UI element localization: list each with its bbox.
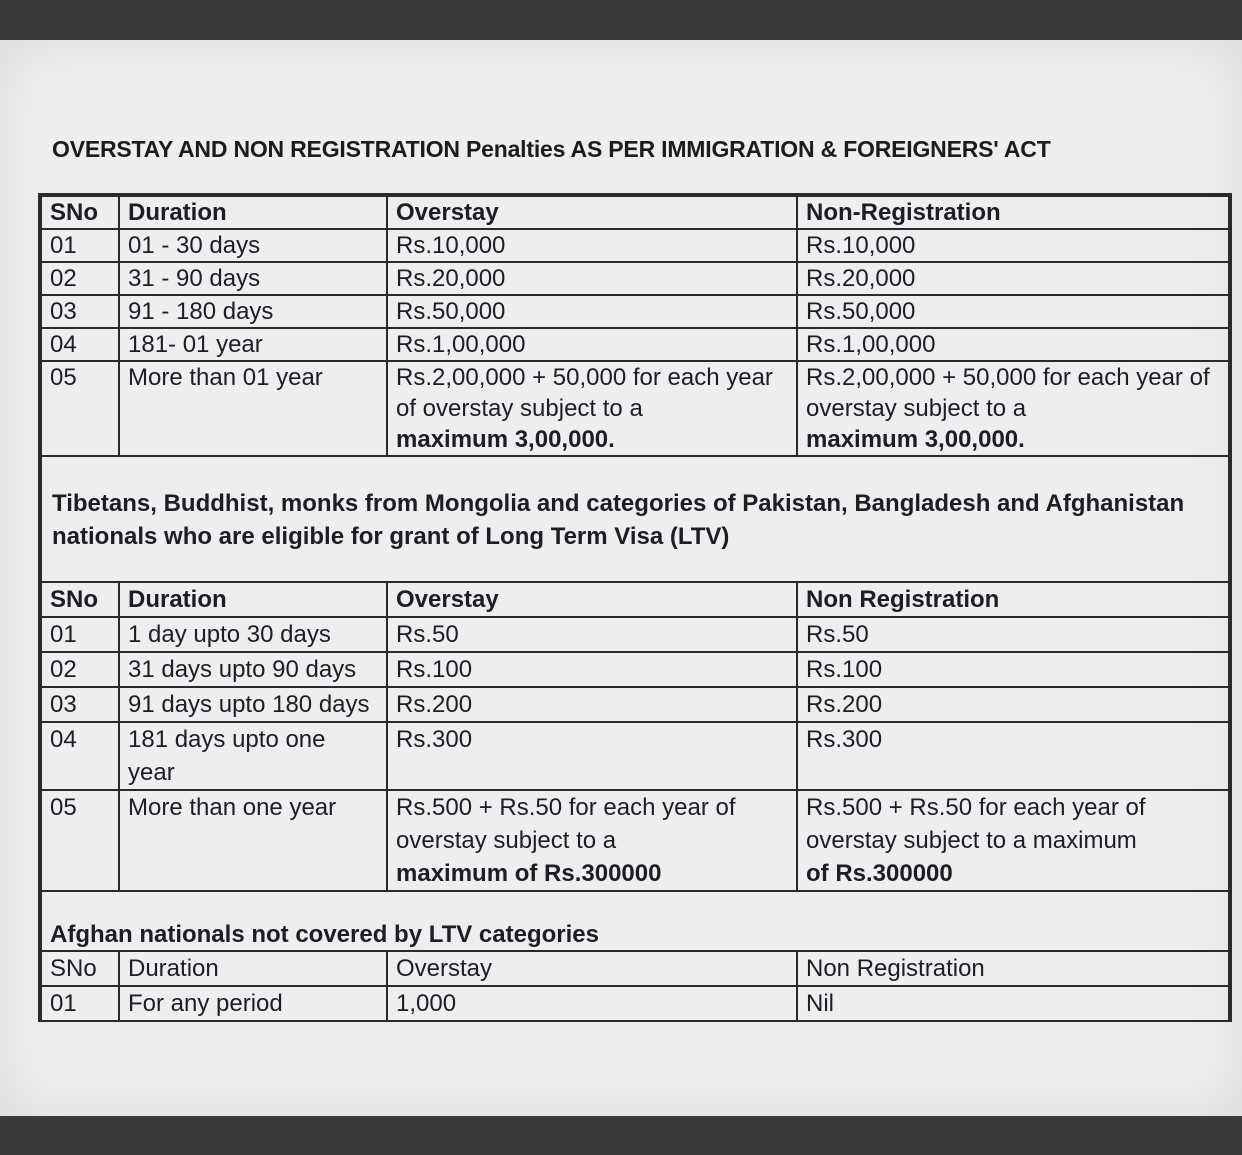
cell-duration: 31 - 90 days [119, 262, 387, 295]
cell-overstay: Rs.50,000 [387, 295, 797, 328]
table-row [41, 295, 1229, 328]
header-sno: SNo [41, 582, 119, 617]
afghan-section-heading: Afghan nationals not covered by LTV categories [40, 892, 1230, 950]
cell-sno: 05 [41, 361, 119, 456]
cell-overstay: Rs.50 [387, 617, 797, 652]
cell-sno: 05 [41, 790, 119, 891]
overstay-maximum: maximum 3,00,000. [396, 426, 615, 453]
cell-non-registration: Rs.50 [797, 617, 1229, 652]
cell-overstay: Rs.1,00,000 [387, 328, 797, 361]
table-row [41, 687, 1229, 722]
cell-duration: More than 01 year [119, 361, 387, 456]
cell-overstay [387, 361, 797, 456]
cell-duration: 01 - 30 days [119, 229, 387, 262]
overstay-formula: Rs.2,00,000 + 50,000 for each year of overstay subject to a [396, 364, 773, 422]
ltv-penalty-table [40, 581, 1230, 892]
table-row [41, 790, 1229, 891]
table-header-row [41, 196, 1229, 229]
document-title: OVERSTAY AND NON REGISTRATION Penalties AS PER IMMIGRATION & FOREIGNERS' ACT [52, 136, 1051, 162]
cell-sno: 02 [41, 262, 119, 295]
cell-non-registration: Rs.50,000 [797, 295, 1229, 328]
table-row [41, 361, 1229, 456]
header-duration: Duration [119, 196, 387, 229]
cell-sno: 04 [41, 328, 119, 361]
cell-sno: 03 [41, 295, 119, 328]
cell-sno: 01 [41, 986, 119, 1021]
nonreg-maximum: of Rs.300000 [806, 860, 953, 887]
cell-duration: 1 day upto 30 days [119, 617, 387, 652]
cell-overstay [387, 790, 797, 891]
cell-duration: 91 days upto 180 days [119, 687, 387, 722]
ltv-section-heading: Tibetans, Buddhist, monks from Mongolia and categories of Pakistan, Bangladesh and Afghanistan nationals who are eligible for grant of Long Term Visa (LTV) [40, 457, 1230, 581]
cell-overstay: Rs.300 [387, 722, 797, 790]
cell-overstay: Rs.10,000 [387, 229, 797, 262]
header-non-registration: Non Registration [797, 951, 1229, 986]
cell-sno: 03 [41, 687, 119, 722]
penalty-sheet [38, 193, 1232, 1022]
header-duration: Duration [119, 951, 387, 986]
cell-non-registration [797, 361, 1229, 456]
header-non-registration: Non-Registration [797, 196, 1229, 229]
header-sno: SNo [41, 196, 119, 229]
cell-duration: More than one year [119, 790, 387, 891]
cell-duration: 181 days upto one year [119, 722, 387, 790]
cell-overstay: Rs.200 [387, 687, 797, 722]
table-row [41, 229, 1229, 262]
cell-duration: For any period [119, 986, 387, 1021]
cell-non-registration: Rs.100 [797, 652, 1229, 687]
cell-non-registration: Rs.200 [797, 687, 1229, 722]
cell-sno: 01 [41, 229, 119, 262]
header-sno: SNo [41, 951, 119, 986]
header-non-registration: Non Registration [797, 582, 1229, 617]
header-duration: Duration [119, 582, 387, 617]
cell-duration: 91 - 180 days [119, 295, 387, 328]
cell-overstay: 1,000 [387, 986, 797, 1021]
afghan-penalty-table [40, 950, 1230, 1022]
cell-overstay: Rs.100 [387, 652, 797, 687]
table-row [41, 262, 1229, 295]
table-row [41, 986, 1229, 1021]
overstay-penalty-table [40, 195, 1230, 457]
table-header-row [41, 582, 1229, 617]
nonreg-maximum: maximum 3,00,000. [806, 426, 1025, 453]
cell-sno: 01 [41, 617, 119, 652]
cell-non-registration: Rs.300 [797, 722, 1229, 790]
cell-duration: 31 days upto 90 days [119, 652, 387, 687]
cell-non-registration [797, 790, 1229, 891]
header-overstay: Overstay [387, 196, 797, 229]
cell-non-registration: Nil [797, 986, 1229, 1021]
header-overstay: Overstay [387, 951, 797, 986]
nonreg-formula: Rs.500 + Rs.50 for each year of overstay subject to a maximum [806, 794, 1146, 854]
overstay-maximum: maximum of Rs.300000 [396, 860, 662, 887]
cell-sno: 02 [41, 652, 119, 687]
cell-non-registration: Rs.1,00,000 [797, 328, 1229, 361]
table-row [41, 652, 1229, 687]
header-overstay: Overstay [387, 582, 797, 617]
table-row [41, 617, 1229, 652]
table-header-row [41, 951, 1229, 986]
cell-non-registration: Rs.20,000 [797, 262, 1229, 295]
cell-non-registration: Rs.10,000 [797, 229, 1229, 262]
table-row [41, 722, 1229, 790]
cell-overstay: Rs.20,000 [387, 262, 797, 295]
document-page [0, 40, 1242, 1116]
overstay-formula: Rs.500 + Rs.50 for each year of overstay subject to a [396, 794, 736, 854]
table-row [41, 328, 1229, 361]
cell-duration: 181- 01 year [119, 328, 387, 361]
nonreg-formula: Rs.2,00,000 + 50,000 for each year of overstay subject to a [806, 364, 1210, 422]
cell-sno: 04 [41, 722, 119, 790]
